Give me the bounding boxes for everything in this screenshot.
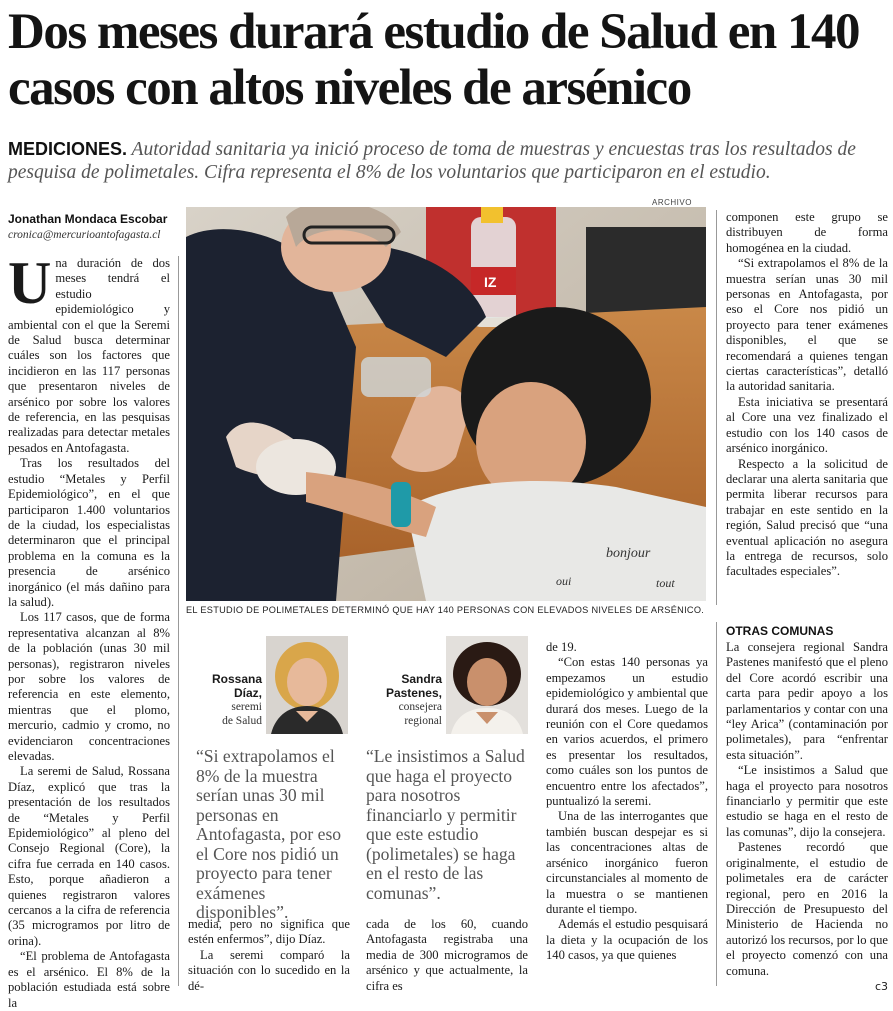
column-divider-1 [178, 256, 179, 986]
photo-caption: EL ESTUDIO DE POLIMETALES DETERMINÓ QUE HAY 140 PERSONAS CON ELEVADOS NIVELES DE ARSÉNICO. [186, 605, 705, 615]
article-photo [186, 207, 706, 601]
column-4-lower [726, 640, 888, 994]
deck [8, 138, 888, 184]
col2-paragraph-1: media, pero no significa que estén enfermos”, dijo Díaz. [188, 917, 350, 947]
shirt-word-3: tout [656, 576, 675, 590]
quote1-name-2: Díaz, [233, 686, 262, 700]
col1-paragraph-4: La seremi de Salud, Rossana Díaz, explicó que tras la presentación de los resultados de “Metales y Perfil Epidemiológico” al pleno del Consejo Regional (Core), la cifra fue cerrada en 140 casos. Esto, porque añadieron a quienes registraron valores cercanos a la cifra de referencia (35 microgramos por litro de orina). [8, 764, 170, 948]
quote1-text: “Si extrapolamos el 8% de la muestra serían unas 30 mil personas en Antofagasta, por eso el Core nos pidió un proyecto para tener exámenes disponibles”. [196, 746, 342, 922]
byline-email: cronica@mercurioantofagasta.cl [8, 229, 161, 241]
bottle-label: IZ [484, 274, 497, 290]
col1-paragraph-3: Los 117 casos, que de forma representativa alcanzan al 8% de la población (unas 30 mil personas), registraron niveles por sobre los valores de referencia en este elemento, mientras que el plomo, mercurio, cadmio y cromo, no evidenciaron concentraciones elevadas. [8, 610, 170, 763]
col4-paragraph-3: Esta iniciativa se presentará al Core una vez finalizado el estudio con los 140 casos de arsénico inorgánico. [726, 394, 888, 456]
deck-text: Autoridad sanitaria ya inició proceso de toma de muestras y encuestas tras los resultados de pesquisa de polimetales. Cifra representa el 8% de los voluntarios que participaron en el estudio. [8, 139, 856, 183]
col1-paragraph-2: Tras los resultados del estudio “Metales y Perfil Epidemiológico”, en el que participaron 1.400 voluntarios de la ciudad, los especialistas determinaron que el principal problema en la comuna es la presencia de arsénico inorgánico (el más dañino para la salud). [8, 456, 170, 609]
col4-paragraph-6: “Le insistimos a Salud que haga el proyecto para nosotros financiarlo y permitir que este estudio se haga en el resto de las comunas”, dijo la consejera. [726, 763, 888, 839]
quote1-portrait [266, 636, 348, 734]
byline-author: Jonathan Mondaca Escobar [8, 212, 168, 226]
end-mark: ᴄ3 [874, 979, 888, 993]
col1-paragraph-5: “El problema de Antofagasta es el arsénico. El 8% de la población estudiada está sobre la [8, 949, 170, 1010]
headline: Dos meses durará estudio de Salud en 140 casos con altos niveles de arsénico [8, 4, 860, 116]
col1-paragraph-1: na duración de dos meses tendrá el estudio epidemiológico y ambiental con el que la Seremi de Salud busca determinar cuáles son los factores que incidieron en las 117 personas que presentaron niveles de arsénico por sobre los valores de referencia, en las pesquisas realizadas para detectar metales pesados en Antofagasta. [8, 256, 170, 455]
portrait-sandra-pastenes [446, 636, 528, 734]
col3b-paragraph-4: Además el estudio pesquisará la dieta y la ocupación de los 140 casos, ya que quienes [546, 917, 708, 963]
shirt-word-2: oui [556, 574, 572, 588]
photo-credit: ARCHIVO [652, 198, 692, 207]
column-3a [366, 917, 528, 994]
col3b-paragraph-1: de 19. [546, 640, 577, 654]
quote2-name-1: Sandra [401, 672, 442, 686]
quote2-text: “Le insistimos a Salud que haga el proyecto para nosotros financiarlo y permitir que este estudio (polimetales) se haga en el resto de las comunas”. [366, 746, 525, 903]
shirt-word-1: bonjour [606, 546, 651, 561]
col2-paragraph-2: La seremi comparó la situación con lo sucedido en la dé- [188, 947, 350, 993]
col3b-paragraph-3: Una de las interrogantes que también buscan despejar es si las concentraciones altas de arsénico inorgánico fueron circunstanciales al momento de la muestra o se mantienen durante el tiempo. [546, 809, 708, 916]
photo-illustration [186, 207, 706, 601]
quote2-portrait [446, 636, 528, 734]
col3a-paragraph-1: cada de los 60, cuando Antofagasta registraba una media de 300 microgramos de arsénico y que actualmente, la cifra es [366, 917, 528, 993]
col4-paragraph-1: componen este grupo se distribuyen de forma homogénea en la ciudad. [726, 210, 888, 255]
column-1 [8, 250, 170, 1011]
quote1-role-1: seremi [231, 701, 262, 713]
col4-paragraph-2: “Si extrapolamos el 8% de la muestra serían unas 30 mil personas en Antofagasta, por eso el Core nos pidió un proyecto para tener exámenes disponibles, el que se recomendará a quienes tengan ciertas características”, detalló la autoridad sanitaria. [726, 256, 888, 394]
column-2 [188, 917, 350, 994]
column-3b [546, 640, 708, 964]
quote2-name-2: Pastenes, [385, 686, 442, 700]
col4-paragraph-4: Respecto a la solicitud de declarar una alerta sanitaria que permita liberar recursos para trabajar en este sentido en la región, Salud precisó que “una eventual aplicación no asegura la entrega de recursos, solo facultades especiales”. [726, 456, 888, 579]
portrait-rossana-diaz [266, 636, 348, 734]
subhead-otras-comunas: OTRAS COMUNAS [726, 624, 834, 638]
col4-paragraph-5: La consejera regional Sandra Pastenes manifestó que el pleno del Core acordó escribir una carta para pedir apoyo a los parlamentarios y contar con una “ley Arica” (contaminación por polimetales), para “enfrentar esta situación”. [726, 640, 888, 762]
quote2-role-1: consejera [398, 701, 442, 713]
drop-cap: U [8, 250, 52, 316]
column-divider-photo [716, 210, 717, 605]
quote1-name-1: Rossana [211, 672, 262, 686]
quote2-role-2: regional [404, 715, 442, 727]
quote1-role-2: de Salud [222, 715, 262, 727]
col4-paragraph-7: Pastenes recordó que originalmente, el estudio de polimetales era de carácter regional, pero en 2016 la Dirección de Presupuesto del Ministerio de Hacienda no autorizó los recursos, por lo que el proyecto comenzó con una comuna. [726, 840, 888, 978]
column-divider-4 [716, 622, 717, 986]
quote2-attribution [372, 672, 442, 728]
col3b-paragraph-2: “Con estas 140 personas ya empezamos un estudio epidemiológico y ambiental que durará dos meses. Luego de la reunión con el Core quedamos en varios acuerdos, el primero es presentar los resultados, como cuáles son los puntos de encuentro entre los afectados”, puntualizó la seremi. [546, 655, 708, 809]
quote1-attribution [196, 672, 262, 728]
deck-kicker: MEDICIONES. [8, 139, 128, 159]
column-4 [726, 210, 888, 580]
